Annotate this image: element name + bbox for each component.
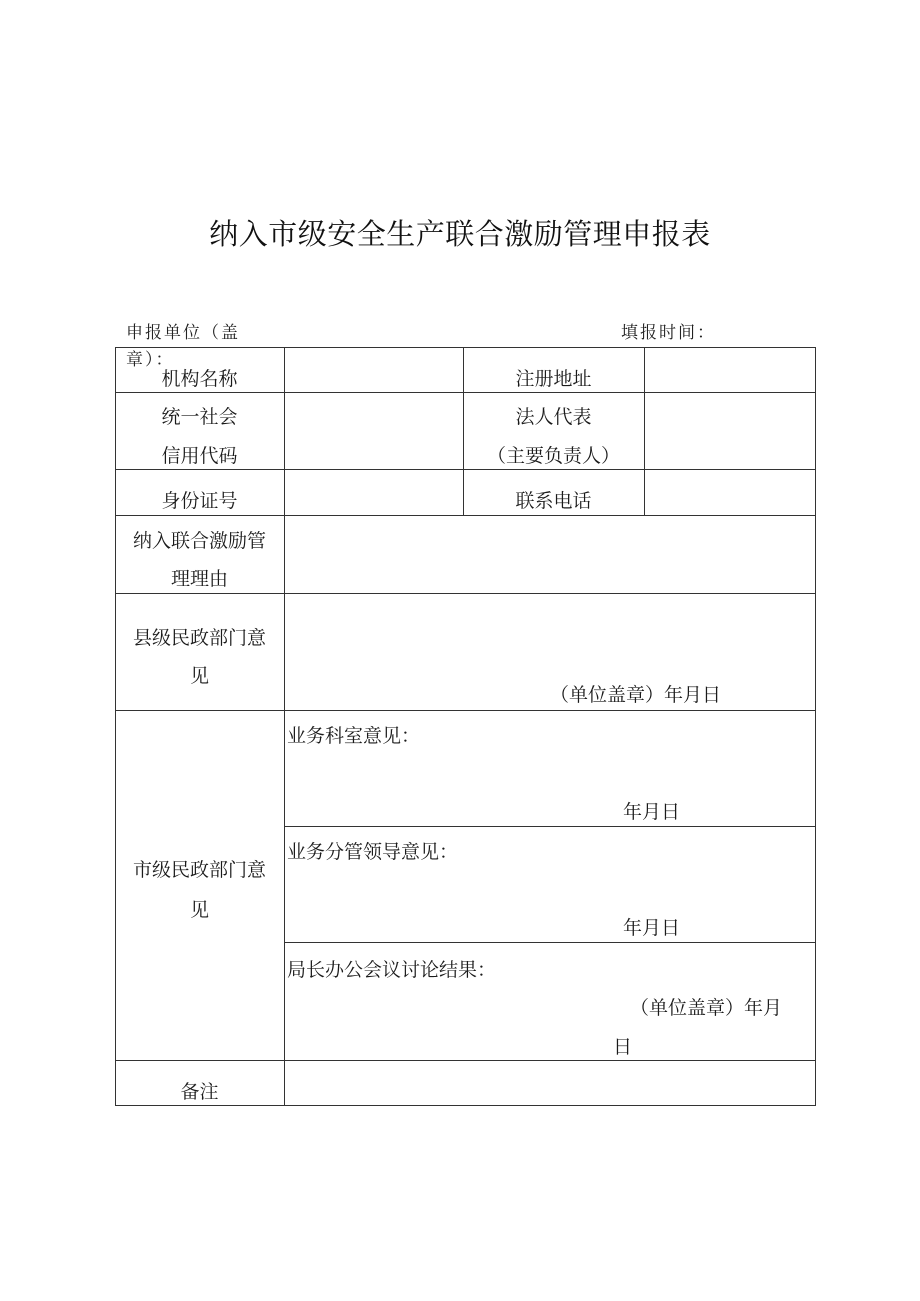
county-opinion-label-line2: 见 [189,665,209,687]
meeting-result-label: 局长办公会议讨论结果： [287,959,497,981]
org-name-label: 机构名称 [161,368,238,390]
id-number-label: 身份证号 [161,490,238,512]
section-opinion-label: 业务科室意见： [287,725,421,747]
meeting-result-field[interactable] [285,984,815,996]
leader-opinion-label: 业务分管领导意见： [287,841,459,863]
phone-label: 联系电话 [515,490,592,512]
credit-code-label-line1: 统一社会 [161,406,238,428]
org-name-field[interactable] [285,348,463,392]
legal-rep-field[interactable] [645,393,815,469]
phone-field[interactable] [645,470,815,515]
reason-label-line1: 纳入联合激励管 [132,530,266,552]
meeting-seal-date: （单位盖章）年月 [630,997,783,1019]
reason-field[interactable] [285,516,815,593]
county-opinion-label-line1: 县级民政部门意 [132,627,266,649]
meeting-seal-day: 日 [613,1036,633,1058]
legal-rep-label-line2: （主要负责人） [486,445,620,467]
leader-opinion-field[interactable] [285,866,815,916]
remarks-label: 备注 [180,1081,219,1103]
county-seal-date: （单位盖章）年月日 [550,684,722,706]
city-opinion-label-line2: 见 [189,899,209,921]
id-number-field[interactable] [285,470,463,515]
section-opinion-date: 年月日 [623,801,681,823]
remarks-field[interactable] [285,1061,815,1105]
leader-opinion-date: 年月日 [623,917,681,939]
reason-label-line2: 理理由 [170,568,228,590]
applicant-unit-label: 申报单位（盖章）： [126,323,240,370]
fill-time-label: 填报时间： [621,323,716,343]
address-label: 注册地址 [515,368,592,390]
section-opinion-field[interactable] [285,750,815,800]
credit-code-label-line2: 信用代码 [161,445,238,467]
credit-code-field[interactable] [285,393,463,469]
legal-rep-label-line1: 法人代表 [515,406,592,428]
address-field[interactable] [645,348,815,392]
city-opinion-label-line1: 市级民政部门意 [132,859,266,881]
form-title: 纳入市级安全生产联合激励管理申报表 [209,217,711,251]
